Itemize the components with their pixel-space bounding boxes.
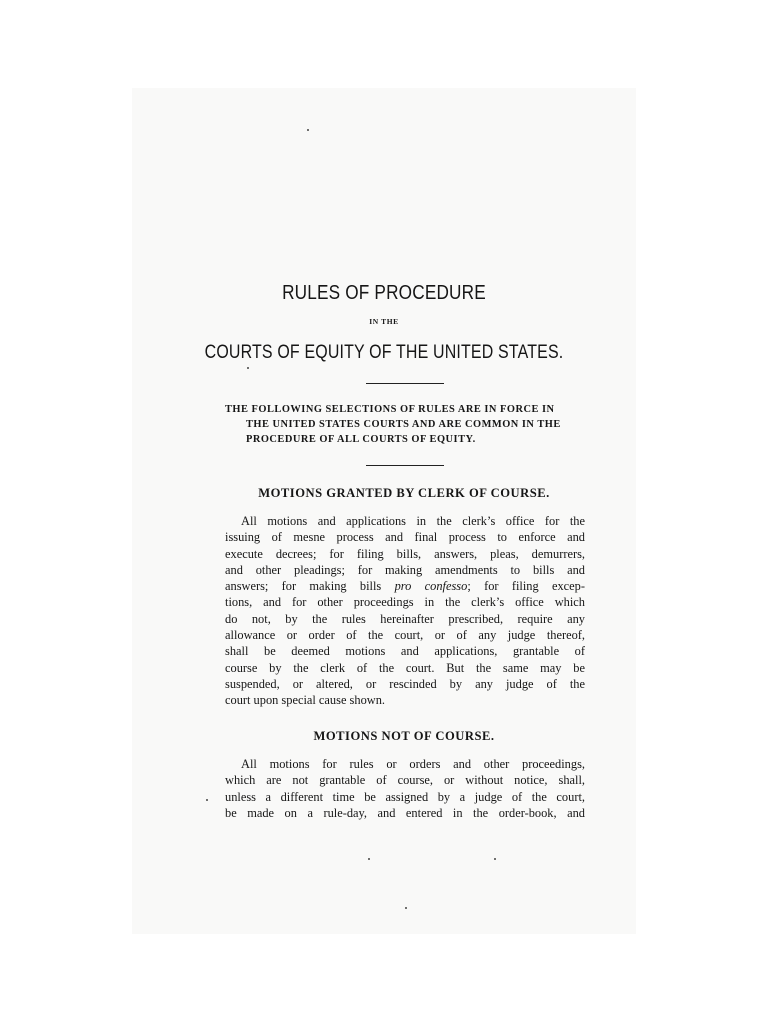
text-line: which are not grantable of course, or without notice, shall, [225,773,585,788]
scan-speck [307,129,309,131]
text-line: execute decrees; for filing bills, answers, pleas, demurrers, [225,546,585,561]
text-line: unless a different time be assigned by a judge of the court, [225,789,585,804]
text-line: answers; for making bills pro confesso; for filing excep- [225,579,585,594]
divider-rule [366,465,444,466]
document-title: RULES OF PROCEDURE [282,282,486,304]
text-line: All motions for rules or orders and other proceedings, [241,757,585,771]
section-body [225,756,585,821]
section-heading: MOTIONS GRANTED BY CLERK OF COURSE. [258,486,550,500]
scan-speck [206,799,208,801]
scan-speck [368,858,370,860]
italic-phrase: pro confesso [394,579,468,594]
scan-speck [405,907,407,909]
document-subtitle: COURTS OF EQUITY OF THE UNITED STATES. [204,342,564,363]
section-heading: MOTIONS NOT OF COURSE. [313,729,495,743]
title-connector: IN THE [369,317,399,326]
text-line: court upon special cause shown. [225,693,386,708]
text-line: tions, and for other proceedings in the clerk’s office which [225,595,585,610]
scan-speck [494,858,496,860]
text-line: allowance or order of the court, or of any judge thereof, [225,628,585,643]
text-line: All motions and applications in the clerk’s office for the [241,514,585,528]
section-body [225,513,585,709]
scan-speck [247,367,249,369]
text-line: issuing of mesne process and final process to enforce and [225,530,585,545]
text-line: do not, by the rules hereinafter prescribed, require any [225,611,585,626]
divider-rule [366,383,444,384]
intro-note [225,402,585,448]
text-line: course by the clerk of the court. But the same may be [225,660,585,675]
text-line: shall be deemed motions and applications, grantable of [225,644,585,659]
text-line: be made on a rule-day, and entered in the order-book, and [225,805,585,820]
intro-line: PROCEDURE OF ALL COURTS OF EQUITY. [246,434,476,446]
text-line: and other pleadings; for making amendments to bills and [225,562,585,577]
intro-line: THE FOLLOWING SELECTIONS OF RULES ARE IN FORCE IN [225,404,555,415]
intro-line: THE UNITED STATES COURTS AND ARE COMMON IN THE [246,419,561,431]
text-line: suspended, or altered, or rescinded by any judge of the [225,676,585,691]
